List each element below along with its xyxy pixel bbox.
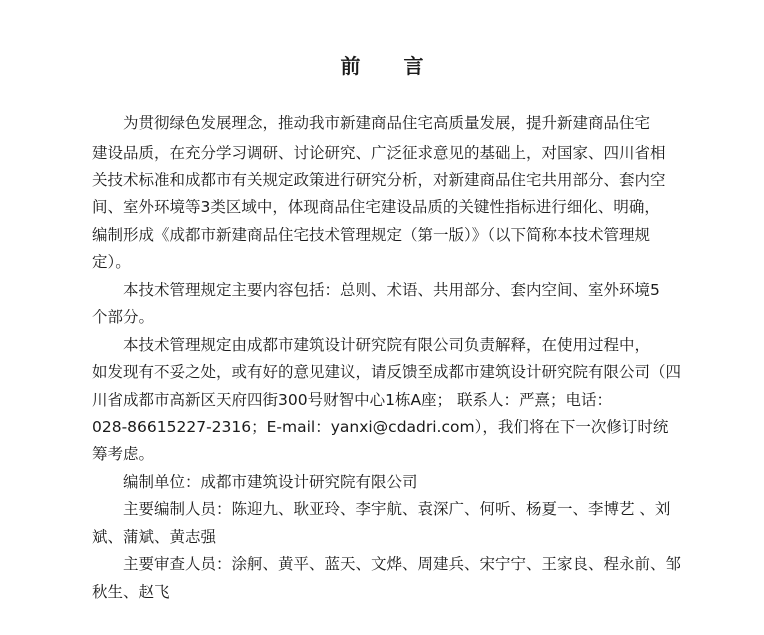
- main-reviewers-line: 秋生、赵飞: [92, 583, 170, 601]
- main-reviewers-line: 主要审查人员：涂舸、黄平、蓝天、文烨、周建兵、宋宁宁、王家良、程永前、邹: [123, 555, 682, 573]
- paragraph-line: 为贯彻绿色发展理念，推动我市新建商品住宅高质量发展，提升新建商品住宅: [123, 114, 651, 132]
- paragraph-line: 间、室外环境等3类区域中，体现商品住宅建设品质的关键性指标进行细化、明确，: [92, 198, 660, 216]
- paragraph-line: 定）。: [92, 253, 131, 271]
- paragraph-line: 个部分。: [92, 308, 155, 326]
- main-editors-line: 主要编制人员：陈迎九、耿亚玲、李宇航、袁深广、何听、杨夏一、李博艺 、刘: [123, 500, 671, 518]
- paragraph-line: 编制形成《成都市新建商品住宅技术管理规定（第一版）》（以下简称本技术管理规: [92, 226, 651, 244]
- paragraph-line: 本技术管理规定由成都市建筑设计研究院有限公司负责解释，在使用过程中，: [123, 336, 651, 354]
- paragraph-line: 建设品质，在充分学习调研、讨论研究、广泛征求意见的基础上，对国家、四川省相: [92, 144, 666, 162]
- main-editors-line: 斌、蒲斌、黄志强: [92, 528, 217, 546]
- paragraph-line: 关技术标准和成都市有关规定政策进行研究分析，对新建商品住宅共用部分、套内空: [92, 171, 666, 189]
- page-title: 前 言: [340, 54, 442, 78]
- paragraph-line: 如发现有不妥之处，或有好的意见建议，请反馈至成都市建筑设计研究院有限公司（四: [92, 363, 682, 381]
- paragraph-line: 筹考虑。: [92, 445, 155, 463]
- paragraph-line: 028-86615227-2316；E-mail：yanxi@cdadri.com），我们将在下一次修订时统: [92, 418, 669, 436]
- compiler-unit-line: 编制单位：成都市建筑设计研究院有限公司: [123, 473, 418, 491]
- paragraph-line: 川省成都市高新区天府四街300号财智中心1栋A座； 联系人：严熹；电话：: [92, 391, 612, 409]
- paragraph-line: 本技术管理规定主要内容包括：总则、术语、共用部分、套内空间、室外环境5: [123, 281, 660, 299]
